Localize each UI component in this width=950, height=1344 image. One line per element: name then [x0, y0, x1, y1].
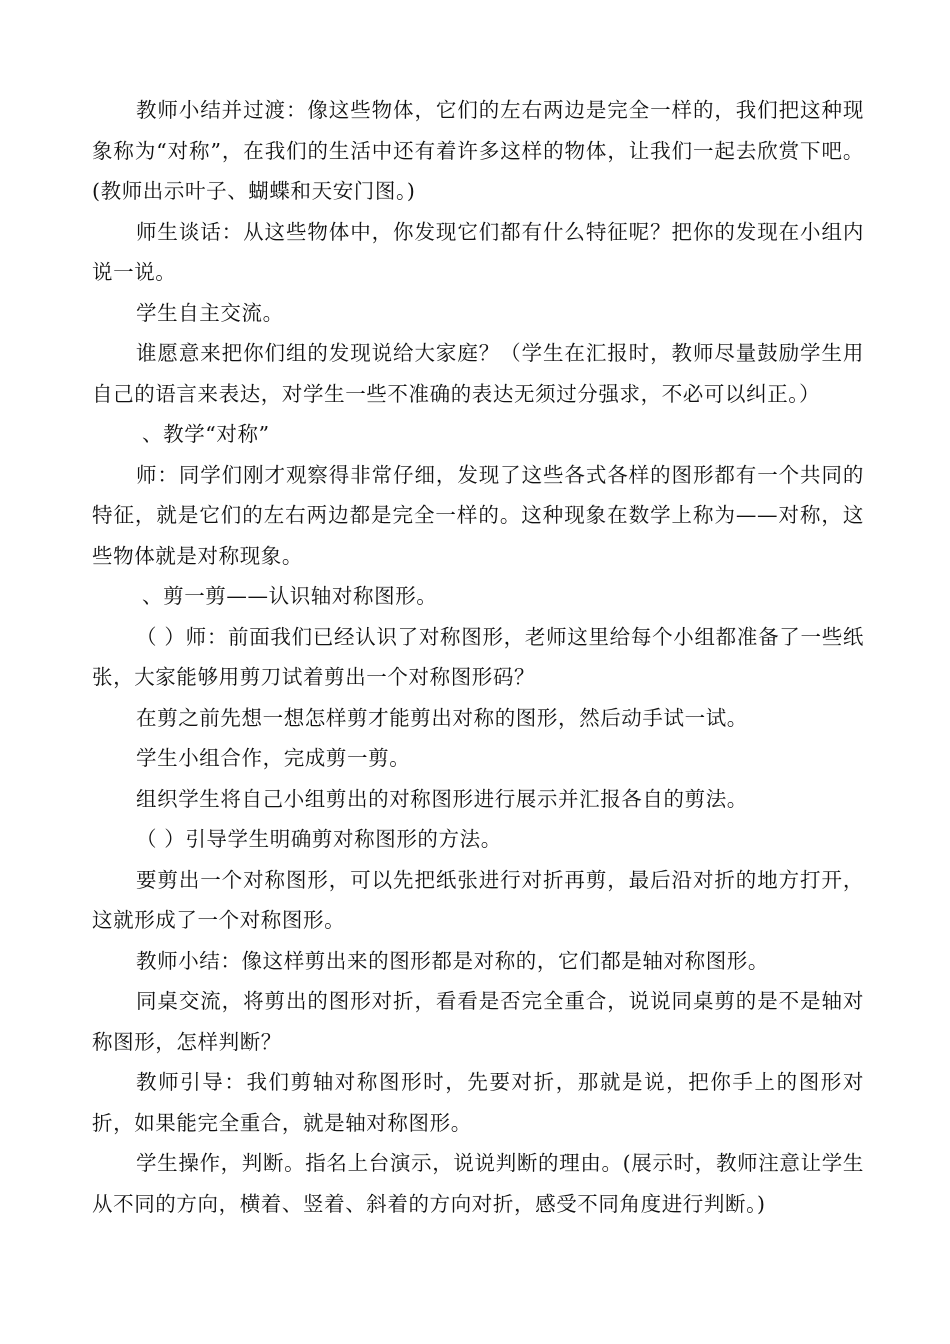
document-body — [92, 90, 864, 1224]
paragraph-cut-method: 要剪出一个对称图形，可以先把纸张进行对折再剪，最后沿对折的地方打开，这就形成了一个对称图形。 — [92, 867, 864, 932]
paragraph-guide-method: （ ）引导学生明确剪对称图形的方法。 — [136, 827, 502, 851]
paragraph-teacher-guidance: 教师引导：我们剪轴对称图形时，先要对折，那就是说，把你手上的图形对折，如果能完全重合，就是轴对称图形。 — [92, 1070, 864, 1135]
section-heading-teach-symmetry: 、教学“对称” — [142, 422, 270, 446]
paragraph-group-cooperation: 学生小组合作，完成剪一剪。 — [136, 746, 411, 770]
paragraph-cut-task: （ ）师：前面我们已经认识了对称图形，老师这里给每个小组都准备了一些纸张，大家能够用剪刀试着剪出一个对称图形码？ — [92, 624, 864, 689]
paragraph-show-results: 组织学生将自己小组剪出的对称图形进行展示并汇报各自的剪法。 — [136, 786, 748, 811]
paragraph-teacher-student-dialogue: 师生谈话：从这些物体中，你发现它们都有什么特征呢？把你的发现在小组内说一说。 — [92, 219, 864, 284]
paragraph-think-before-cut: 在剪之前先想一想怎样剪才能剪出对称的图形，然后动手试一试。 — [136, 705, 748, 730]
paragraph-teacher-summary: 教师小结：像这样剪出来的图形都是对称的，它们都是轴对称图形。 — [136, 948, 769, 973]
paragraph-desk-exchange: 同桌交流，将剪出的图形对折，看看是否完全重合，说说同桌剪的是不是轴对称图形，怎样判断？ — [92, 989, 864, 1054]
paragraph-student-operation: 学生操作，判断。指名上台演示，说说判断的理由。(展示时，教师注意让学生从不同的方向，横着、竖着、斜着的方向对折，感受不同角度进行判断。) — [92, 1151, 864, 1216]
paragraph-teacher-explanation: 师：同学们刚才观察得非常仔细，发现了这些各式各样的图形都有一个共同的特征，就是它们的左右两边都是完全一样的。这种现象在数学上称为——对称，这些物体就是对称现象。 — [92, 462, 864, 568]
section-heading-cut-activity: 、剪一剪——认识轴对称图形。 — [142, 584, 438, 608]
paragraph-student-exchange: 学生自主交流。 — [136, 300, 284, 325]
paragraph-teacher-summary-transition: 教师小结并过渡：像这些物体，它们的左右两边是完全一样的，我们把这种现象称为“对称”，在我们的生活中还有着许多这样的物体，让我们一起去欣赏下吧。(教师出示叶子、蝴蝶和天安门图。) — [92, 98, 864, 203]
paragraph-group-report: 谁愿意来把你们组的发现说给大家庭？（学生在汇报时，教师尽量鼓励学生用自己的语言来表达，对学生一些不准确的表达无须过分强求，不必可以纠正。） — [92, 341, 864, 406]
